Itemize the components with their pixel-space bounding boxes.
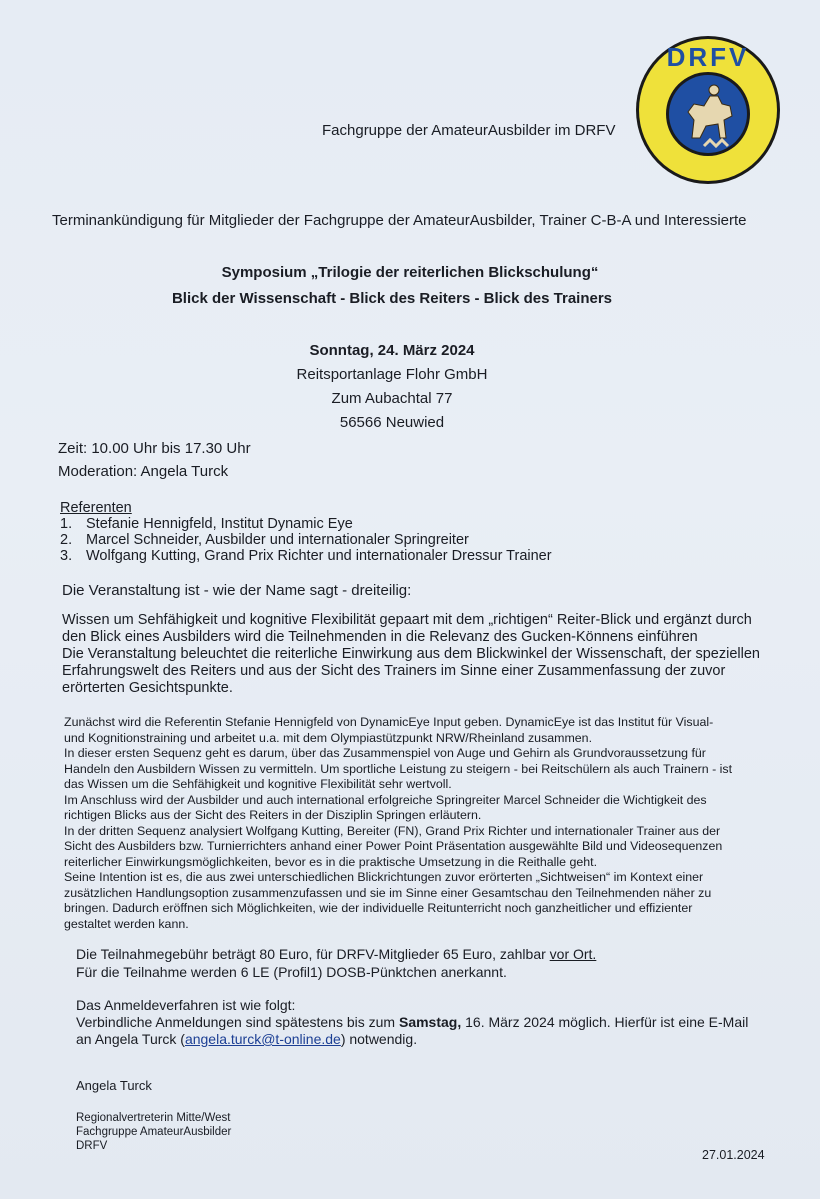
intro-text: Die Veranstaltung ist - wie der Name sagt - dreiteilig: [62,582,412,599]
svg-text:DRFV: DRFV [666,42,750,72]
group-name: Fachgruppe der AmateurAusbilder im DRFV [322,122,616,139]
symposium-title: Symposium „Trilogie der reiterlichen Blickschulung“ [221,264,599,281]
fee-info: Die Teilnahmegebühr beträgt 80 Euro, für DRFV-Mitglieder 65 Euro, zahlbar vor Ort. Für die Teilnahme werden 6 LE (Profil1) DOSB-Pünktchen anerkannt. [76,946,597,980]
signature-role: Regionalvertreterin Mitte/West Fachgruppe AmateurAusbilder DRFV [76,1112,232,1152]
email-link[interactable]: angela.turck@t-online.de [184,1031,341,1047]
announcement: Terminankündigung für Mitglieder der Fachgruppe der AmateurAusbilder, Trainer C-B-A und Interessierte [52,212,747,229]
event-moderation: Moderation: Angela Turck [58,463,229,480]
list-item: 1. Stefanie Hennigfeld, Institut Dynamic Eye [60,516,353,532]
event-venue: Reitsportanlage Flohr GmbH [296,366,488,383]
event-time: Zeit: 10.00 Uhr bis 17.30 Uhr [58,440,251,457]
speakers-heading: Referenten [60,500,132,516]
registration-info: Das Anmeldeverfahren ist wie folgt: Verbindliche Anmeldungen sind spätestens bis zum Samstag, 16. März 2024 möglich. Hierfür ist eine E-Mail an Angela Turck (angela.turck@t-online.de) notwendig. [76,997,749,1047]
list-item: 3. Wolfgang Kutting, Grand Prix Richter und internationaler Dressur Trainer [60,548,552,564]
drfv-logo [634,34,782,186]
document-date: 27.01.2024 [702,1148,765,1162]
event-street: Zum Aubachtal 77 [331,390,453,407]
signature-name: Angela Turck [76,1078,152,1093]
list-item: 2. Marcel Schneider, Ausbilder und internationaler Springreiter [60,532,469,548]
paragraph-details: Zunächst wird die Referentin Stefanie Hennigfeld von DynamicEye Input geben. DynamicEye ist das Institut für Visual- und Kognitionstraining und arbeitet u.a. mit dem Olympiastützpunkt NRW/Rheinland zusammen. In dieser ersten Sequenz geht es darum, über das Zusammenspiel von Auge und Gehirn als Grundvoraussetzung für Handeln den Ausbildern Wissen zu vermitteln. Um sportliche Leistung zu steigern - bei Reitschülern als auch Trainern - ist das Wissen um die Sehfähigkeit und kognitive Flexibilität sehr wertvoll. Im Anschluss wird der Ausbilder und auch international erfolgreiche Springreiter Marcel Schneider die Wichtigkeit des richtigen Blicks aus der Sicht des Reiters in der Disziplin Springen erläutern. In der dritten Sequenz analysiert Wolfgang Kutting, Bereiter (FN), Grand Prix Richter und internationaler Trainer aus der Sicht des Ausbilders bzw. Turnierrichters anhand einer Power Point Präsentation ausgewählte Bild und Videosequenzen reiterlicher Einwirkungsmöglichkeiten, bevor es in die praktische Umsetzung in die Reithalle geht. Seine Intention ist es, die aus zwei unterschiedlichen Blickrichtungen zuvor erörterten „Sichtweisen“ im Kontext einer zusätzlichen Handlungsoption zusammenzufassen und sie im Sinne einer Gesamtschau den Teilnehmenden näher zu bringen. Dadurch eröffnen sich Möglichkeiten, wie der individuelle Reitunterricht noch ganzheitlicher und effizienter gestaltet werden kann. [64,715,733,931]
speakers-list [60,516,552,564]
event-date: Sonntag, 24. März 2024 [309,342,475,359]
symposium-subtitle: Blick der Wissenschaft - Blick des Reiters - Blick des Trainers [171,290,613,307]
paragraph-overview: Wissen um Sehfähigkeit und kognitive Flexibilität gepaart mit dem „richtigen“ Reiter-Blick und ergänzt durch den Blick eines Ausbilders wird die Teilnehmenden in die Relevanz des Gucken-Könnens einführen Die Veranstaltung beleuchtet die reiterliche Einwirkung aus dem Blickwinkel der Wissenschaft, der speziellen Erfahrungswelt des Reiters und aus der Sicht des Trainers im Sinne einer Zusammenfassung der zuvor erörterten Gesichtspunkte. [62,612,760,696]
event-city: 56566 Neuwied [339,414,445,431]
